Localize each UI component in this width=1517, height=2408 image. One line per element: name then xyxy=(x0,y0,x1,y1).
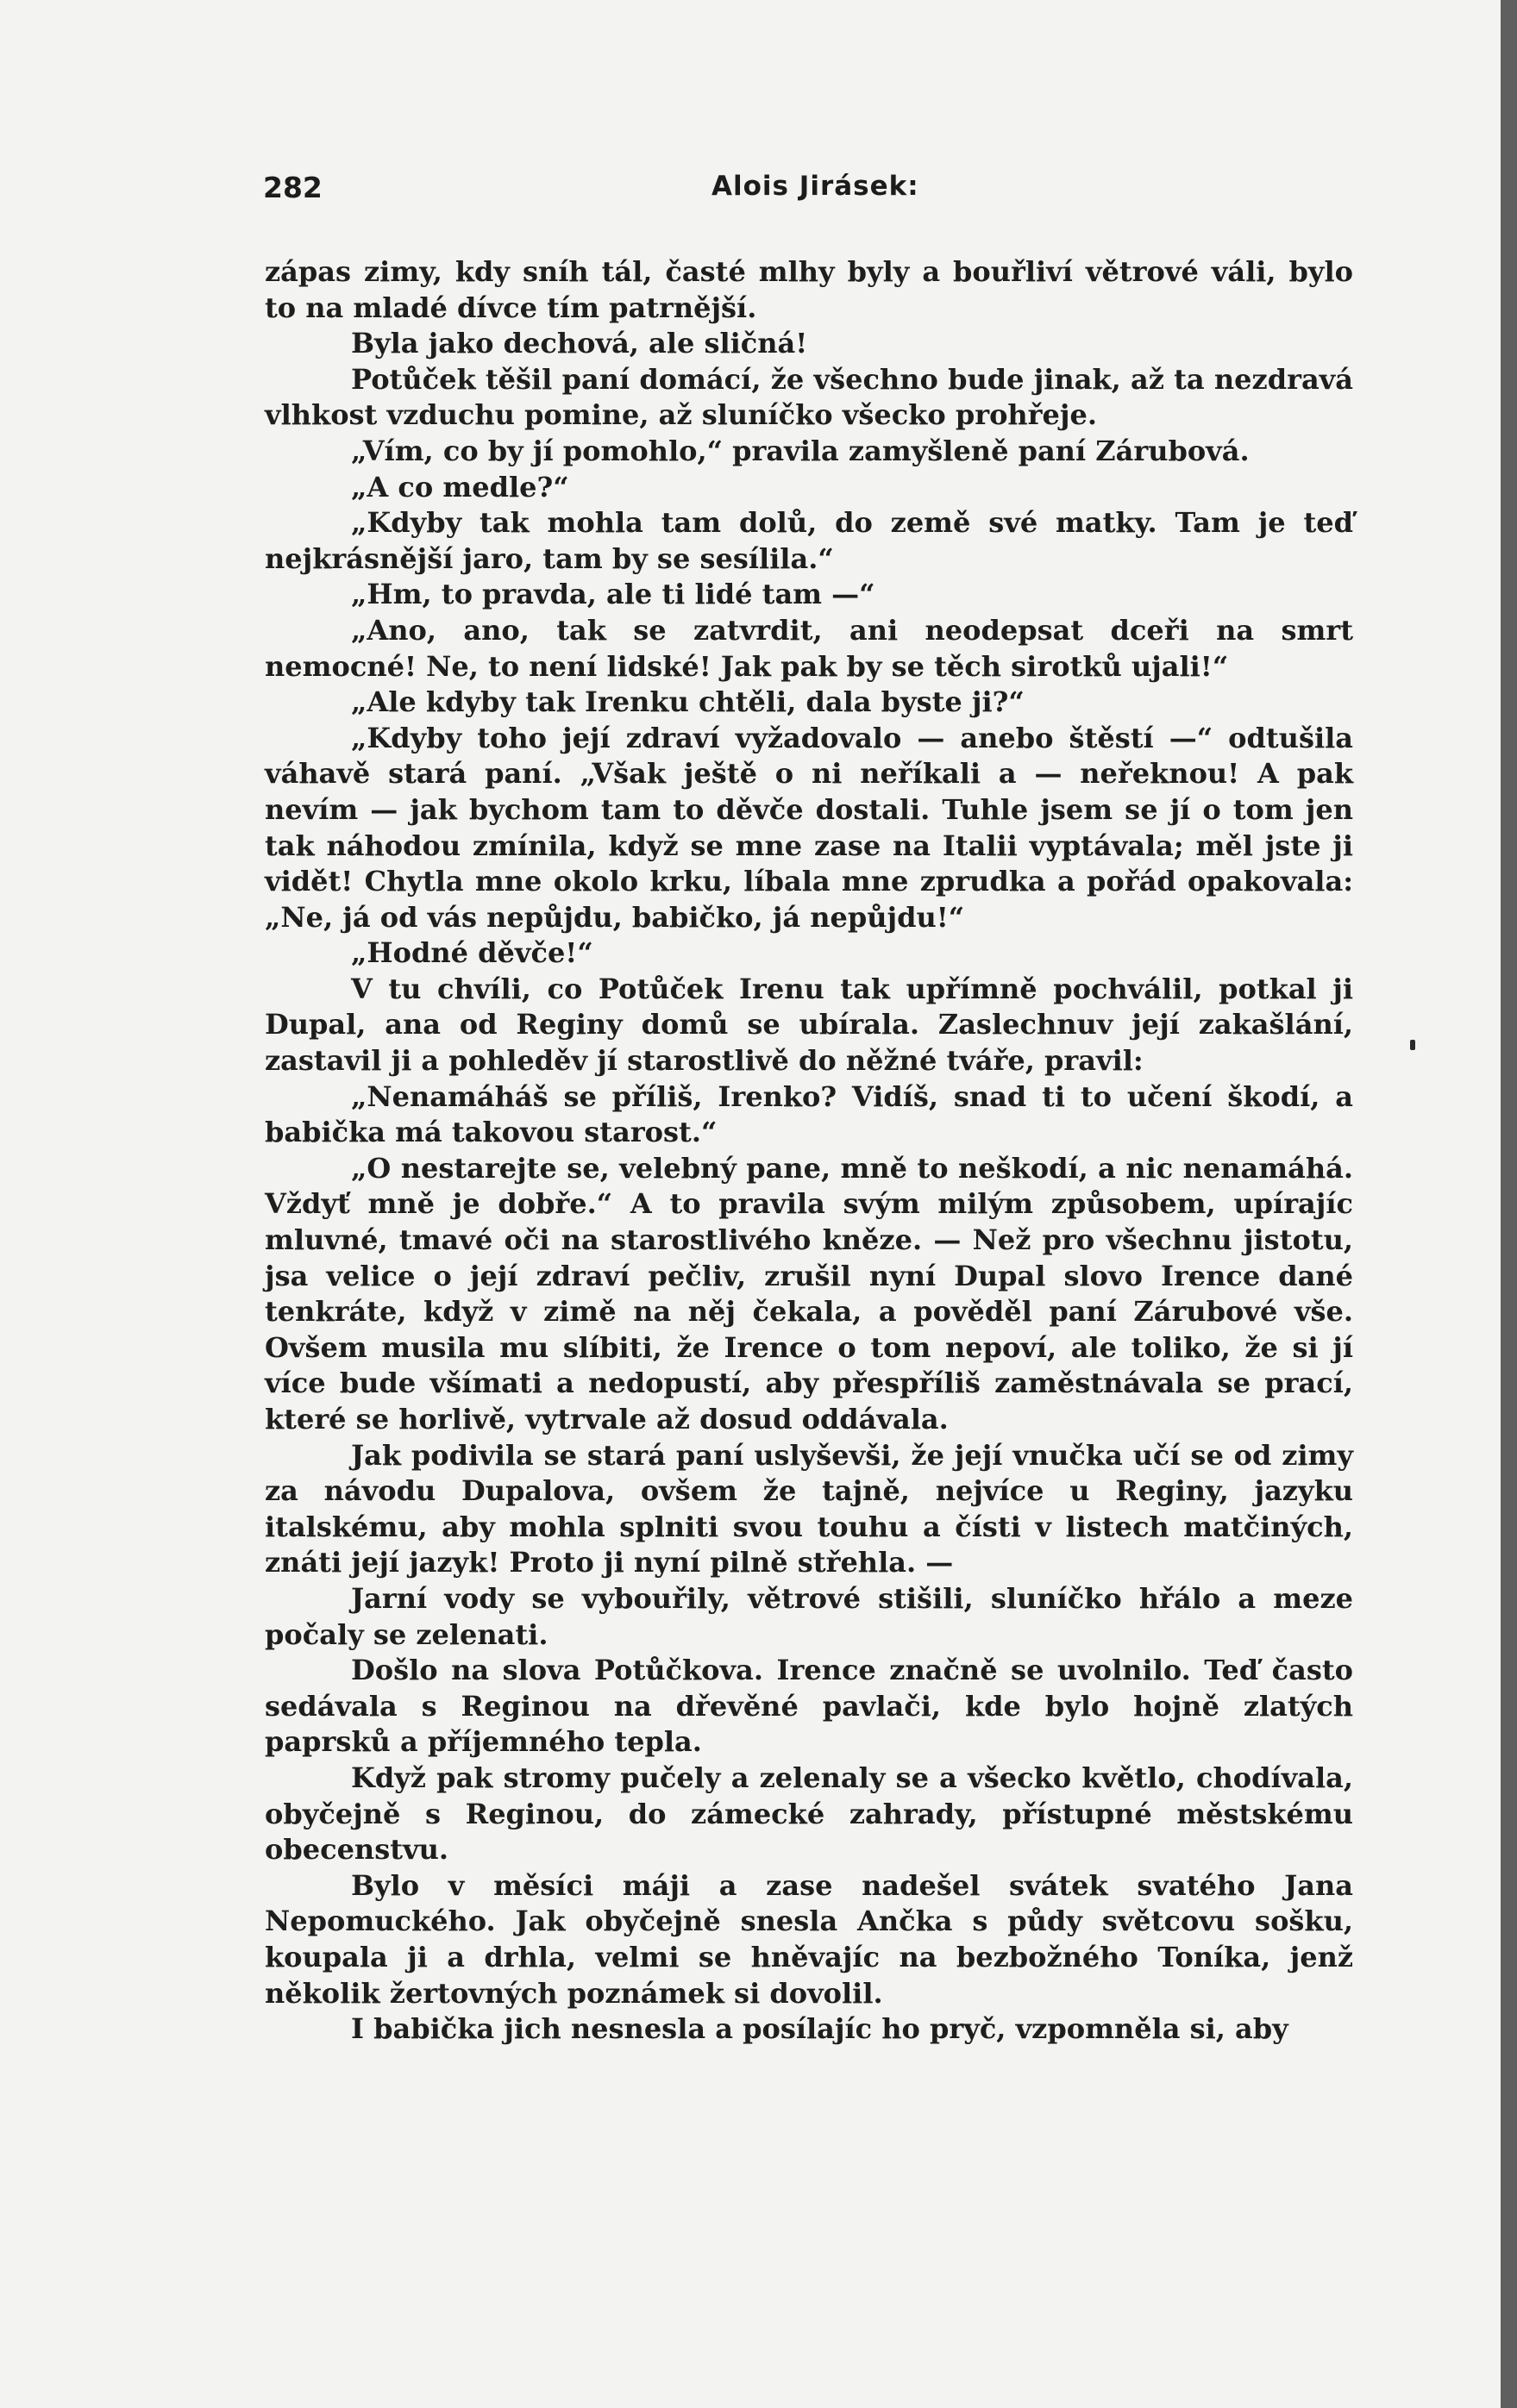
paragraph: Když pak stromy pučely a zelenaly se a všecko květlo, chodívala, obyčejně s Reginou, do zámecké zahrady, přístupné městskému obecenstvu. xyxy=(265,1761,1353,1867)
paragraph: Bylo v měsíci máji a zase nadešel svátek svatého Jana Nepomuckého. Jak obyčejně snesla Ančka s půdy světcovu sošku, koupala ji a drhla, velmi se hněvajíc na bezbožného Toníka, jenž několik žertovných poznámek si dovolil. xyxy=(265,1868,1353,2010)
paragraph: „A co medle?“ xyxy=(351,470,569,503)
paragraph: „O nestarejte se, velebný pane, mně to neškodí, a nic nenamáhá. Vždyť mně je dobře.“ A to pravila svým milým způsobem, upírajíc mluvné, tmavé oči na starostlivého kněze. — Než pro všechnu jistotu, jsa velice o její zdraví pečliv, zrušil nyní Dupal slovo Irence dané tenkráte, když v zimě na něj čekala, a pověděl paní Zárubové vše. Ovšem musila mu slíbiti, že Irence o tom nepoví, ale toliko, že si jí více bude všímati a nedopustí, aby přespříliš zaměstnávala se prací, které se horlivě, vytrvale až dosud oddávala. xyxy=(265,1151,1353,1435)
print-speck xyxy=(1410,1040,1415,1050)
running-head: Alois Jirásek: xyxy=(711,171,919,202)
body-text xyxy=(265,254,1353,2048)
page-number: 282 xyxy=(263,171,323,204)
paragraph: „Vím, co by jí pomohlo,“ pravila zamyšleně paní Zárubová. xyxy=(351,434,1250,467)
paragraph: Potůček těšil paní domácí, že všechno bude jinak, až ta nezdravá vlhkost vzduchu pomine, až sluníčko všecko prohřeje. xyxy=(265,362,1353,432)
paragraph: zápas zimy, kdy sníh tál, časté mlhy byly a bouřliví větrové váli, bylo to na mladé dívce tím patrnější. xyxy=(265,255,1353,324)
page-edge-shadow xyxy=(1501,0,1517,2408)
paragraph: „Ale kdyby tak Irenku chtěli, dala byste ji?“ xyxy=(351,685,1025,719)
paragraph: Byla jako dechová, ale sličná! xyxy=(351,327,808,360)
paragraph: Jarní vody se vybouřily, větrové stišili, sluníčko hřálo a meze počaly se zelenati. xyxy=(265,1581,1353,1651)
paragraph: „Kdyby tak mohla tam dolů, do země své matky. Tam je teď nejkrásnější jaro, tam by se sesílila.“ xyxy=(265,506,1353,575)
paragraph: „Nenamáháš se příliš, Irenko? Vidíš, snad ti to učení škodí, a babička má takovou starost.“ xyxy=(265,1079,1353,1149)
paragraph: „Ano, ano, tak se zatvrdit, ani neodepsat dceři na smrt nemocné! Ne, to není lidské! Jak pak by se těch sirotků ujali!“ xyxy=(265,613,1353,683)
paragraph: „Kdyby toho její zdraví vyžadovalo — anebo štěstí —“ odtušila váhavě stará paní. „Však ještě o ni neříkali a — neřeknou! A pak nevím — jak bychom tam to děvče dostali. Tuhle jsem se jí o tom jen tak náhodou zmínila, když se mne zase na Italii vyptávala; měl jste ji vidět! Chytla mne okolo krku, líbala mne zprudka a pořád opakovala: „Ne, já od vás nepůjdu, babičko, já nepůjdu!“ xyxy=(265,721,1353,934)
paragraph: „Hodné děvče!“ xyxy=(351,936,593,970)
paragraph: Došlo na slova Potůčkova. Irence značně se uvolnilo. Teď často sedávala s Reginou na dřevěné pavlači, kde bylo hojně zlatých paprsků a příjemného tepla. xyxy=(265,1654,1353,1759)
paragraph: Jak podivila se stará paní uslyševši, že její vnučka učí se od zimy za návodu Dupalova, ovšem že tajně, nejvíce u Reginy, jazyku italskému, aby mohla splniti svou touhu a čísti v listech matčiných, znáti její jazyk! Proto ji nyní pilně střehla. — xyxy=(265,1438,1353,1579)
paragraph: V tu chvíli, co Potůček Irenu tak upřímně pochválil, potkal ji Dupal, ana od Reginy domů se ubírala. Zaslechnuv její zakašlání, zastavil ji a pohleděv jí starostlivě do něžné tváře, pravil: xyxy=(265,972,1353,1078)
paragraph: „Hm, to pravda, ale ti lidé tam —“ xyxy=(351,578,875,611)
page-header xyxy=(263,171,1351,214)
paragraph: I babička jich nesnesla a posílajíc ho pryč, vzpomněla si, aby xyxy=(351,2012,1288,2046)
